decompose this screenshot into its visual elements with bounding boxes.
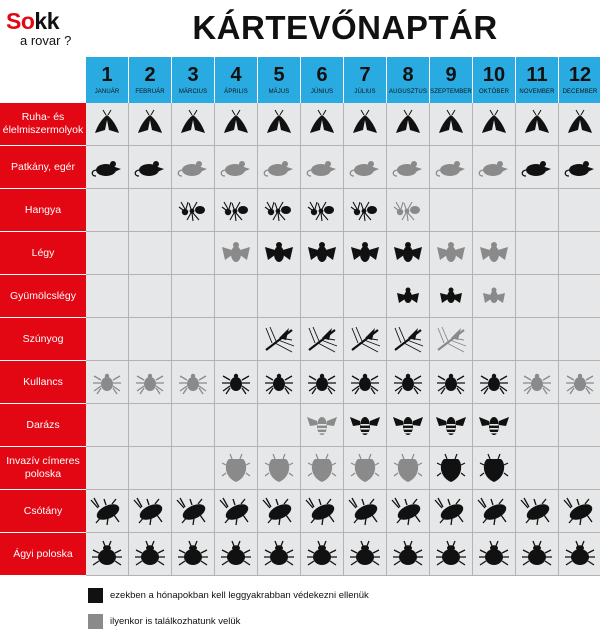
- month-header-8: [387, 57, 430, 103]
- page-title: KÁRTEVŐNAPTÁR: [192, 9, 498, 46]
- fly-icon: [305, 238, 339, 268]
- calendar-cell: [516, 404, 559, 447]
- calendar-cell: [215, 490, 258, 533]
- rat-icon: [477, 152, 511, 182]
- cockroach-icon: [477, 496, 511, 526]
- calendar-cell: [301, 361, 344, 404]
- month-name: JÚNIUS: [310, 89, 334, 95]
- calendar-cell: [387, 404, 430, 447]
- moth-icon: [262, 109, 296, 139]
- calendar-cell: [172, 490, 215, 533]
- calendar-cell: [344, 361, 387, 404]
- calendar-cell: [172, 361, 215, 404]
- calendar-cell: [516, 490, 559, 533]
- calendar-cell: [387, 490, 430, 533]
- month-header-3: [172, 57, 215, 103]
- tick-icon: [219, 367, 253, 397]
- calendar-cell: [129, 404, 172, 447]
- pest-label: Hangya: [0, 189, 86, 232]
- calendar-cell: [301, 103, 344, 146]
- calendar-cell: [344, 447, 387, 490]
- calendar-cell: [473, 232, 516, 275]
- calendar-cell: [258, 146, 301, 189]
- calendar-cell: [215, 232, 258, 275]
- calendar-cell: [215, 318, 258, 361]
- mosquito-icon: [391, 324, 425, 354]
- cockroach-icon: [262, 496, 296, 526]
- moth-icon: [348, 109, 382, 139]
- calendar-cell: [215, 103, 258, 146]
- month-name: SZEPTEMBER: [430, 89, 472, 95]
- calendar-cell: [559, 189, 600, 232]
- fruitfly-icon: [434, 281, 468, 311]
- calendar-cell: [258, 232, 301, 275]
- month-number: 3: [187, 64, 199, 86]
- month-header-2: [129, 57, 172, 103]
- calendar-cell: [129, 447, 172, 490]
- bedbug-icon: [90, 539, 124, 569]
- month-name: JÚLIUS: [354, 89, 376, 95]
- calendar-cell: [86, 533, 129, 576]
- ant-icon: [305, 195, 339, 225]
- calendar-cell: [215, 146, 258, 189]
- calendar-cell: [215, 189, 258, 232]
- month-number: 12: [568, 64, 592, 86]
- calendar-cell: [301, 490, 344, 533]
- calendar-cell: [172, 146, 215, 189]
- rat-icon: [563, 152, 597, 182]
- calendar-cell: [473, 146, 516, 189]
- cockroach-icon: [305, 496, 339, 526]
- cockroach-icon: [219, 496, 253, 526]
- pest-label: Patkány, egér: [0, 146, 86, 189]
- pest-label: Invazív címeres poloska: [0, 447, 86, 490]
- pest-label: Gyümölcslégy: [0, 275, 86, 318]
- pest-label: Csótány: [0, 490, 86, 533]
- calendar-cell: [473, 404, 516, 447]
- moth-icon: [434, 109, 468, 139]
- calendar-cell: [301, 533, 344, 576]
- calendar-cell: [516, 361, 559, 404]
- calendar-cell: [559, 490, 600, 533]
- month-header-10: [473, 57, 516, 103]
- stinkbug-icon: [348, 453, 382, 483]
- cockroach-icon: [348, 496, 382, 526]
- calendar-cell: [387, 533, 430, 576]
- moth-icon: [133, 109, 167, 139]
- calendar-cell: [129, 318, 172, 361]
- month-name: MÁJUS: [268, 89, 290, 95]
- calendar-cell: [516, 318, 559, 361]
- logo-tagline: a rovar ?: [20, 33, 72, 48]
- calendar-cell: [473, 447, 516, 490]
- calendar-cell: [301, 447, 344, 490]
- calendar-cell: [516, 447, 559, 490]
- calendar-cell: [301, 275, 344, 318]
- rat-icon: [348, 152, 382, 182]
- calendar-cell: [559, 361, 600, 404]
- calendar-cell: [516, 146, 559, 189]
- stinkbug-icon: [477, 453, 511, 483]
- calendar-cell: [129, 232, 172, 275]
- calendar-cell: [86, 318, 129, 361]
- rat-icon: [176, 152, 210, 182]
- ant-icon: [348, 195, 382, 225]
- calendar-cell: [516, 189, 559, 232]
- calendar-cell: [172, 275, 215, 318]
- bedbug-icon: [262, 539, 296, 569]
- mosquito-icon: [262, 324, 296, 354]
- logo-brand: Sokk: [6, 8, 59, 34]
- mosquito-icon: [348, 324, 382, 354]
- calendar-cell: [344, 232, 387, 275]
- calendar-cell: [387, 103, 430, 146]
- calendar-cell: [344, 533, 387, 576]
- fly-icon: [348, 238, 382, 268]
- stinkbug-icon: [262, 453, 296, 483]
- calendar-cell: [129, 533, 172, 576]
- calendar-cell: [473, 318, 516, 361]
- month-number: 2: [144, 64, 156, 86]
- month-number: 7: [359, 64, 371, 86]
- calendar-cell: [258, 275, 301, 318]
- calendar-cell: [344, 275, 387, 318]
- cockroach-icon: [133, 496, 167, 526]
- cockroach-icon: [434, 496, 468, 526]
- tick-icon: [348, 367, 382, 397]
- moth-icon: [219, 109, 253, 139]
- tick-icon: [563, 367, 597, 397]
- calendar-cell: [215, 404, 258, 447]
- month-header-7: [344, 57, 387, 103]
- bedbug-icon: [348, 539, 382, 569]
- calendar-cell: [387, 189, 430, 232]
- rat-icon: [391, 152, 425, 182]
- legend-low-text: ilyenkor is találkozhatunk velük: [110, 616, 241, 627]
- month-header-12: [559, 57, 600, 103]
- moth-icon: [520, 109, 554, 139]
- month-header-6: [301, 57, 344, 103]
- bedbug-icon: [219, 539, 253, 569]
- calendar-cell: [344, 103, 387, 146]
- month-name: DECEMBER: [562, 89, 598, 95]
- calendar-cell: [344, 318, 387, 361]
- calendar-cell: [86, 404, 129, 447]
- stinkbug-icon: [219, 453, 253, 483]
- calendar-cell: [516, 103, 559, 146]
- month-header-9: [430, 57, 473, 103]
- calendar-cell: [559, 404, 600, 447]
- calendar-cell: [387, 275, 430, 318]
- tick-icon: [305, 367, 339, 397]
- rat-icon: [219, 152, 253, 182]
- calendar-cell: [430, 404, 473, 447]
- calendar-cell: [516, 533, 559, 576]
- month-name: AUGUSZTUS: [389, 89, 427, 95]
- pest-label: Légy: [0, 232, 86, 275]
- calendar-cell: [301, 404, 344, 447]
- calendar-cell: [301, 146, 344, 189]
- moth-icon: [563, 109, 597, 139]
- fly-icon: [434, 238, 468, 268]
- calendar-cell: [344, 189, 387, 232]
- bedbug-icon: [305, 539, 339, 569]
- fruitfly-icon: [477, 281, 511, 311]
- calendar-cell: [473, 490, 516, 533]
- mosquito-icon: [305, 324, 339, 354]
- calendar-cell: [387, 232, 430, 275]
- calendar-cell: [559, 232, 600, 275]
- calendar-cell: [258, 404, 301, 447]
- calendar-cell: [430, 533, 473, 576]
- calendar-cell: [559, 533, 600, 576]
- moth-icon: [305, 109, 339, 139]
- calendar-cell: [172, 447, 215, 490]
- legend-high-text: ezekben a hónapokban kell leggyakrabban védekezni ellenük: [110, 590, 369, 601]
- calendar-cell: [86, 447, 129, 490]
- fly-icon: [219, 238, 253, 268]
- calendar-cell: [473, 275, 516, 318]
- fly-icon: [477, 238, 511, 268]
- moth-icon: [477, 109, 511, 139]
- calendar-cell: [86, 361, 129, 404]
- calendar-cell: [129, 275, 172, 318]
- ant-icon: [176, 195, 210, 225]
- month-number: 10: [482, 64, 506, 86]
- month-number: 1: [101, 64, 113, 86]
- calendar-cell: [258, 490, 301, 533]
- month-header-1: [86, 57, 129, 103]
- calendar-cell: [516, 232, 559, 275]
- bedbug-icon: [520, 539, 554, 569]
- calendar-cell: [344, 404, 387, 447]
- cockroach-icon: [391, 496, 425, 526]
- calendar-cell: [473, 189, 516, 232]
- tick-icon: [477, 367, 511, 397]
- calendar-cell: [129, 189, 172, 232]
- fly-icon: [391, 238, 425, 268]
- wasp-icon: [391, 410, 425, 440]
- calendar-cell: [301, 318, 344, 361]
- calendar-cell: [215, 533, 258, 576]
- calendar-cell: [430, 275, 473, 318]
- calendar-cell: [86, 490, 129, 533]
- calendar-cell: [430, 361, 473, 404]
- month-number: 6: [316, 64, 328, 86]
- month-header-4: [215, 57, 258, 103]
- calendar-cell: [473, 533, 516, 576]
- calendar-cell: [473, 361, 516, 404]
- month-number: 4: [230, 64, 242, 86]
- month-header-11: [516, 57, 559, 103]
- calendar-cell: [559, 275, 600, 318]
- mosquito-icon: [434, 324, 468, 354]
- rat-icon: [305, 152, 339, 182]
- calendar-cell: [172, 232, 215, 275]
- rat-icon: [90, 152, 124, 182]
- calendar-cell: [129, 103, 172, 146]
- rat-icon: [434, 152, 468, 182]
- pest-label: Darázs: [0, 404, 86, 447]
- tick-icon: [434, 367, 468, 397]
- calendar-cell: [559, 447, 600, 490]
- stinkbug-icon: [391, 453, 425, 483]
- wasp-icon: [305, 410, 339, 440]
- bedbug-icon: [176, 539, 210, 569]
- tick-icon: [133, 367, 167, 397]
- calendar-cell: [215, 275, 258, 318]
- calendar-cell: [559, 146, 600, 189]
- calendar-cell: [430, 146, 473, 189]
- calendar-cell: [129, 146, 172, 189]
- pest-label: Ruha- és élelmiszermolyok: [0, 103, 86, 146]
- calendar-cell: [473, 103, 516, 146]
- month-name: NOVEMBER: [519, 89, 555, 95]
- cockroach-icon: [563, 496, 597, 526]
- calendar-cell: [86, 232, 129, 275]
- calendar-cell: [129, 490, 172, 533]
- tick-icon: [391, 367, 425, 397]
- calendar-cell: [258, 361, 301, 404]
- calendar-cell: [258, 103, 301, 146]
- bedbug-icon: [133, 539, 167, 569]
- calendar-cell: [559, 103, 600, 146]
- calendar-cell: [258, 318, 301, 361]
- calendar-cell: [215, 447, 258, 490]
- month-number: 8: [402, 64, 414, 86]
- bedbug-icon: [434, 539, 468, 569]
- bedbug-icon: [563, 539, 597, 569]
- month-name: JANUÁR: [94, 89, 120, 95]
- month-number: 11: [526, 64, 548, 86]
- wasp-icon: [348, 410, 382, 440]
- calendar-cell: [301, 189, 344, 232]
- calendar-cell: [387, 318, 430, 361]
- cockroach-icon: [90, 496, 124, 526]
- calendar-cell: [172, 189, 215, 232]
- rat-icon: [262, 152, 296, 182]
- moth-icon: [176, 109, 210, 139]
- ant-icon: [391, 195, 425, 225]
- calendar-cell: [430, 318, 473, 361]
- calendar-cell: [430, 103, 473, 146]
- legend-high-swatch: [88, 588, 103, 603]
- month-name: ÁPRILIS: [224, 89, 248, 95]
- month-number: 9: [445, 64, 457, 86]
- tick-icon: [262, 367, 296, 397]
- moth-icon: [90, 109, 124, 139]
- calendar-cell: [172, 533, 215, 576]
- calendar-cell: [86, 275, 129, 318]
- pest-label: Szúnyog: [0, 318, 86, 361]
- fruitfly-icon: [391, 281, 425, 311]
- bedbug-icon: [391, 539, 425, 569]
- calendar-cell: [387, 146, 430, 189]
- tick-icon: [520, 367, 554, 397]
- calendar-cell: [215, 361, 258, 404]
- month-header-5: [258, 57, 301, 103]
- calendar-cell: [430, 189, 473, 232]
- calendar-cell: [430, 490, 473, 533]
- month-name: OKTÓBER: [478, 89, 510, 95]
- wasp-icon: [477, 410, 511, 440]
- cockroach-icon: [176, 496, 210, 526]
- calendar-cell: [86, 103, 129, 146]
- calendar-cell: [559, 318, 600, 361]
- calendar-cell: [301, 232, 344, 275]
- rat-icon: [133, 152, 167, 182]
- month-number: 5: [273, 64, 285, 86]
- calendar-cell: [258, 189, 301, 232]
- bedbug-icon: [477, 539, 511, 569]
- stinkbug-icon: [434, 453, 468, 483]
- pest-label: Ágyi poloska: [0, 533, 86, 576]
- calendar-cell: [387, 361, 430, 404]
- wasp-icon: [434, 410, 468, 440]
- calendar-cell: [86, 146, 129, 189]
- month-name: MÁRCIUS: [178, 89, 208, 95]
- fly-icon: [262, 238, 296, 268]
- ant-icon: [219, 195, 253, 225]
- calendar-cell: [86, 189, 129, 232]
- pest-label: Kullancs: [0, 361, 86, 404]
- calendar-cell: [258, 447, 301, 490]
- calendar-cell: [516, 275, 559, 318]
- calendar-cell: [129, 361, 172, 404]
- calendar-cell: [344, 490, 387, 533]
- calendar-cell: [258, 533, 301, 576]
- calendar-cell: [172, 318, 215, 361]
- moth-icon: [391, 109, 425, 139]
- calendar-cell: [430, 447, 473, 490]
- calendar-cell: [430, 232, 473, 275]
- ant-icon: [262, 195, 296, 225]
- calendar-cell: [172, 404, 215, 447]
- tick-icon: [176, 367, 210, 397]
- month-name: FEBRUÁR: [135, 89, 165, 95]
- rat-icon: [520, 152, 554, 182]
- cockroach-icon: [520, 496, 554, 526]
- tick-icon: [90, 367, 124, 397]
- legend-low-swatch: [88, 614, 103, 629]
- calendar-cell: [344, 146, 387, 189]
- calendar-cell: [387, 447, 430, 490]
- calendar-cell: [172, 103, 215, 146]
- stinkbug-icon: [305, 453, 339, 483]
